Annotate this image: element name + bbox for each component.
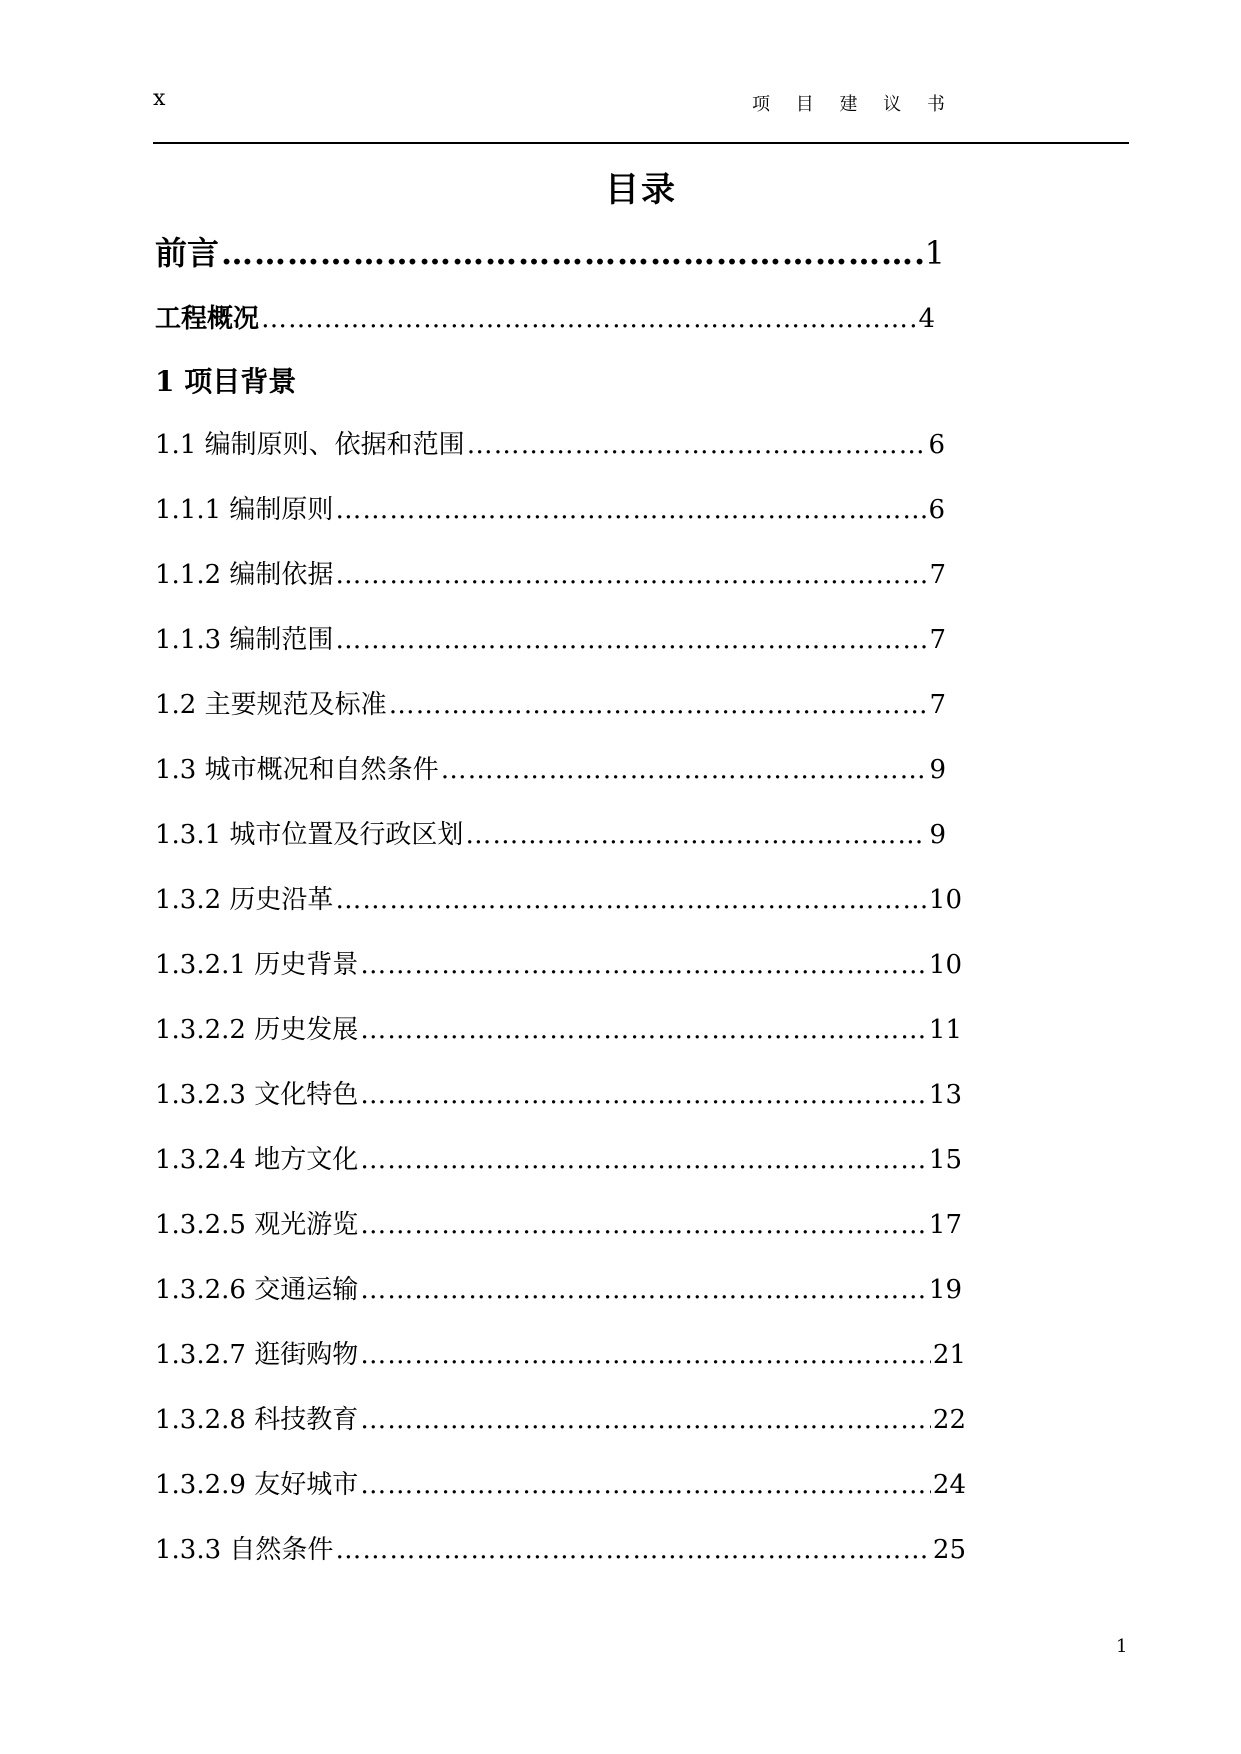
- toc-leader-dots: [467, 430, 927, 460]
- toc-leader-dots: [261, 304, 916, 334]
- toc-entry-label: 1.3.2.5 观光游览: [155, 1210, 359, 1240]
- toc-entry[interactable]: [155, 489, 945, 526]
- toc-entry[interactable]: [155, 814, 946, 851]
- toc-entry[interactable]: [155, 554, 946, 591]
- toc-entry-page: 17: [928, 1210, 962, 1240]
- toc-entry[interactable]: [155, 1399, 966, 1436]
- toc-entry[interactable]: [155, 1009, 962, 1046]
- toc-entry[interactable]: [155, 1464, 966, 1501]
- toc-leader-dots: [360, 1340, 931, 1370]
- toc-entry-page: 7: [929, 560, 946, 590]
- toc-entry-label: 1.3.2.8 科技教育: [155, 1405, 359, 1435]
- toc-entry-label: 1.1.3 编制范围: [155, 625, 334, 655]
- toc-leader-dots: [360, 1470, 931, 1500]
- toc-entry-page: 6: [928, 430, 945, 460]
- toc-entry-page: 9: [929, 755, 946, 785]
- toc-entry-page: 15: [928, 1145, 962, 1175]
- toc-entry-page: 10: [928, 950, 962, 980]
- toc-entry[interactable]: [155, 1139, 962, 1176]
- toc-entry[interactable]: [155, 1269, 962, 1306]
- toc-entry[interactable]: [155, 1334, 966, 1371]
- toc-entry-page: 22: [932, 1405, 966, 1435]
- toc-entry-page: 24: [932, 1470, 966, 1500]
- toc-entry[interactable]: [155, 619, 946, 656]
- toc-entry-preface[interactable]: [155, 228, 945, 274]
- toc-entry[interactable]: [155, 1074, 962, 1111]
- toc-entry-label: 1.3.2.3 文化特色: [155, 1080, 359, 1110]
- toc-entry-label: 工程概况: [155, 304, 260, 334]
- toc-entry-overview[interactable]: [155, 298, 935, 335]
- toc-entry-label: 1.3.2 历史沿革: [155, 885, 334, 915]
- toc-title: 目录: [605, 170, 677, 210]
- toc-entry[interactable]: [155, 1204, 962, 1241]
- toc-leader-dots: [360, 1210, 927, 1240]
- toc-leader-dots: [221, 234, 923, 272]
- toc-entry-label: 1.3.2.1 历史背景: [155, 950, 359, 980]
- toc-entry-page: 4: [918, 304, 935, 334]
- toc-leader-dots: [335, 1535, 930, 1565]
- toc-leader-dots: [335, 625, 927, 655]
- toc-entry-label: 1.3.2.4 地方文化: [155, 1145, 359, 1175]
- toc-leader-dots: [360, 1145, 927, 1175]
- toc-chapter-heading[interactable]: [155, 360, 296, 400]
- toc-entry-page: 1: [924, 234, 945, 272]
- toc-entry-page: 11: [928, 1015, 962, 1045]
- toc-entry-page: 10: [928, 885, 962, 915]
- toc-entry[interactable]: [155, 749, 946, 786]
- header-title: 项 目 建 议 书: [752, 94, 955, 115]
- toc-entry-page: 13: [928, 1080, 962, 1110]
- toc-leader-dots: [360, 1275, 927, 1305]
- toc-entry[interactable]: [155, 879, 962, 916]
- toc-entry[interactable]: [155, 944, 962, 981]
- toc-entry-label: 1.3.1 城市位置及行政区划: [155, 820, 464, 850]
- toc-chapter-label: 1 项目背景: [155, 365, 297, 398]
- toc-entry-page: 9: [929, 820, 946, 850]
- toc-entry[interactable]: [155, 684, 946, 721]
- toc-leader-dots: [360, 950, 927, 980]
- toc-leader-dots: [360, 1015, 927, 1045]
- toc-leader-dots: [389, 690, 928, 720]
- toc-leader-dots: [335, 885, 926, 915]
- toc-leader-dots: [360, 1080, 927, 1110]
- toc-leader-dots: [335, 495, 926, 525]
- toc-entry-label: 1.3.3 自然条件: [155, 1535, 334, 1565]
- toc-leader-dots: [360, 1405, 931, 1435]
- toc-entry-label: 1.1.2 编制依据: [155, 560, 334, 590]
- header-mark: x: [153, 86, 166, 111]
- toc-entry-label: 1.1.1 编制原则: [155, 495, 334, 525]
- toc-entry-page: 25: [932, 1535, 966, 1565]
- toc-entry-page: 21: [932, 1340, 966, 1370]
- toc-leader-dots: [441, 755, 928, 785]
- toc-entry-label: 1.3.2.7 逛街购物: [155, 1340, 359, 1370]
- toc-leader-dots: [465, 820, 927, 850]
- toc-entry-label: 1.3.2.6 交通运输: [155, 1275, 359, 1305]
- toc-entry[interactable]: [155, 424, 945, 461]
- toc-entry-label: 1.2 主要规范及标准: [155, 690, 387, 720]
- toc-entry-label: 1.1 编制原则、依据和范围: [155, 430, 465, 460]
- header-rule: [153, 142, 1129, 144]
- toc-entry-page: 7: [929, 625, 946, 655]
- toc-entry-page: 19: [928, 1275, 962, 1305]
- toc-leader-dots: [335, 560, 927, 590]
- toc-entry-label: 1.3.2.2 历史发展: [155, 1015, 359, 1045]
- toc-entry[interactable]: [155, 1529, 966, 1566]
- toc-entry-label: 1.3.2.9 友好城市: [155, 1470, 359, 1500]
- toc-entry-page: 6: [928, 495, 945, 525]
- page-number: 1: [1116, 1636, 1128, 1657]
- toc-entry-label: 1.3 城市概况和自然条件: [155, 755, 439, 785]
- toc-entry-page: 7: [929, 690, 946, 720]
- toc-entry-label: 前言: [155, 234, 220, 272]
